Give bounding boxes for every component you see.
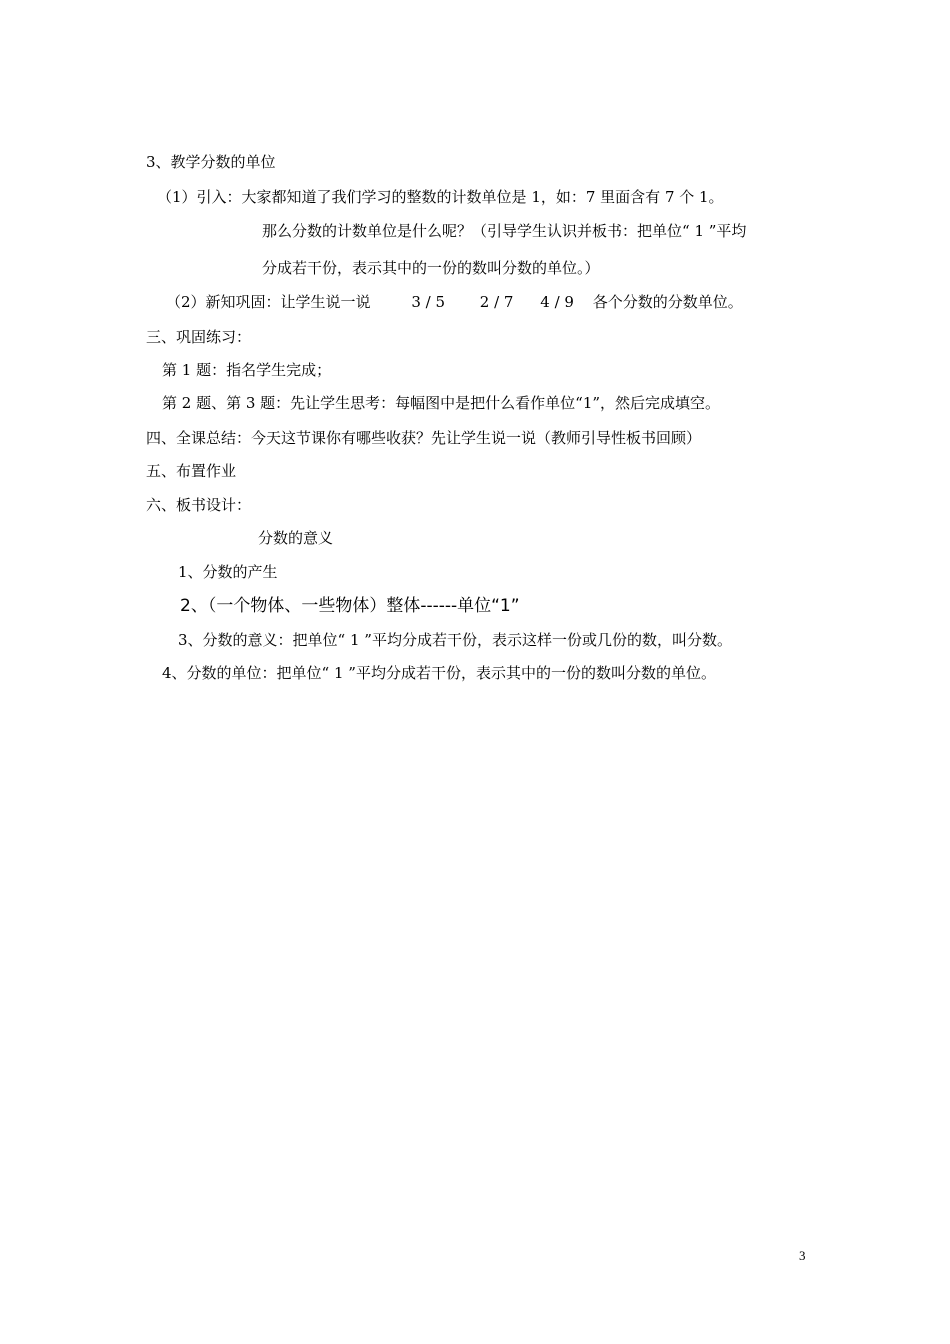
fraction-1: 3 / 5 bbox=[411, 293, 446, 311]
practice-questions-2-3: 第 2 题、第 3 题：先让学生思考：每幅图中是把什么看作单位“1”，然后完成填空。 bbox=[162, 394, 721, 412]
summary-line: 四、全课总结：今天这节课你有哪些收获？先让学生说一说（教师引导性板书回顾） bbox=[146, 429, 702, 447]
board-item-1: 1、分数的产生 bbox=[178, 563, 278, 581]
board-item-2: 2、（一个物体、一些物体）整体------单位“1” bbox=[180, 596, 520, 616]
consolidate-line bbox=[166, 292, 743, 312]
section-3-heading: 3、教学分数的单位 bbox=[146, 153, 276, 171]
fraction-3: 4 / 9 bbox=[540, 293, 574, 311]
consolidate-tail: 各个分数的分数单位。 bbox=[592, 293, 743, 311]
board-item-3: 3、分数的意义：把单位“ 1 ”平均分成若干份，表示这样一份或几份的数，叫分数。 bbox=[178, 631, 732, 649]
board-design-heading: 六、板书设计： bbox=[146, 496, 252, 514]
intro-line-3: 分成若干份，表示其中的一份的数叫分数的单位。） bbox=[262, 259, 600, 277]
practice-question-1: 第 1 题：指名学生完成； bbox=[162, 361, 332, 379]
board-item-4: 4、分数的单位：把单位“ 1 ”平均分成若干份，表示其中的一份的数叫分数的单位。 bbox=[162, 664, 716, 682]
homework-line: 五、布置作业 bbox=[146, 462, 237, 480]
consolidate-label: （2）新知巩固：让学生说一说 bbox=[166, 293, 371, 311]
practice-heading: 三、巩固练习： bbox=[146, 328, 252, 346]
fraction-2: 2 / 7 bbox=[479, 293, 514, 311]
board-title: 分数的意义 bbox=[258, 529, 334, 547]
page-number: 3 bbox=[799, 1248, 806, 1263]
intro-line-1: （1）引入：大家都知道了我们学习的整数的计数单位是 1，如：7 里面含有 7 个 1。 bbox=[157, 188, 724, 206]
intro-line-2: 那么分数的计数单位是什么呢？（引导学生认识并板书：把单位“ 1 ”平均 bbox=[262, 222, 747, 240]
